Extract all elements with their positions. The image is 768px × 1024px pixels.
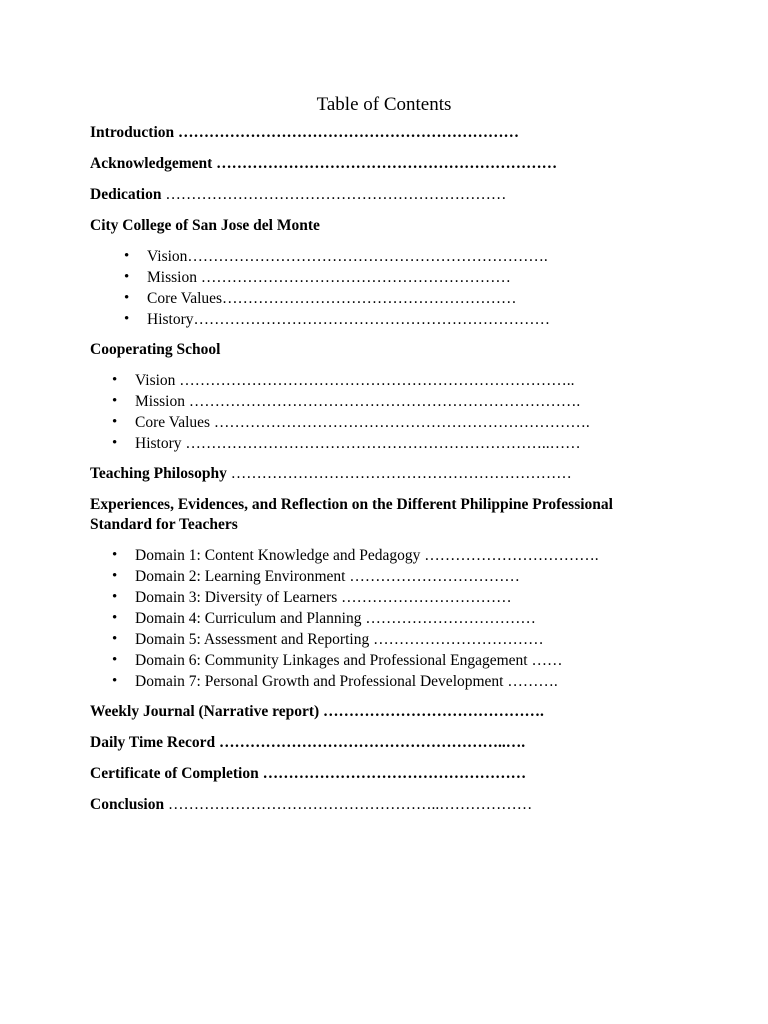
list-item: • Domain 7: Personal Growth and Professional Development ………. bbox=[112, 673, 558, 690]
list-item: • Mission …………………………………………………………………. bbox=[112, 393, 581, 410]
toc-leader: ………………………………………………………… bbox=[161, 186, 507, 203]
bullet-icon: • bbox=[112, 568, 118, 584]
toc-leader: …………………………………………… bbox=[258, 765, 527, 782]
toc-entry-teaching-philosophy bbox=[90, 464, 678, 484]
toc-label: Teaching Philosophy bbox=[90, 465, 227, 482]
bullet-icon: • bbox=[112, 610, 118, 626]
bullet-icon: • bbox=[112, 372, 118, 388]
bullet-icon: • bbox=[112, 435, 118, 451]
toc-label: Dedication bbox=[90, 186, 162, 203]
toc-label: Conclusion bbox=[90, 796, 165, 813]
toc-leader: ……………………………………. bbox=[319, 703, 544, 720]
bullet-icon: • bbox=[112, 631, 118, 647]
bullet-icon: • bbox=[112, 547, 118, 563]
toc-entry-acknowledgement bbox=[90, 154, 678, 174]
list-item: • Core Values………………………………………………… bbox=[124, 290, 517, 307]
bullet-icon: • bbox=[124, 311, 130, 327]
list-item: • History…………………………………………………………… bbox=[124, 311, 550, 328]
list-item: • Domain 1: Content Knowledge and Pedagogy ……………………………. bbox=[112, 547, 599, 564]
bullet-icon: • bbox=[124, 290, 130, 306]
list-item: • Domain 5: Assessment and Reporting …………………………… bbox=[112, 631, 544, 648]
toc-label: Experiences, Evidences, and Reflection on the Different Philippine Professional Standard for Teachers bbox=[90, 496, 613, 533]
toc-label: Cooperating School bbox=[90, 341, 221, 358]
bullet-icon: • bbox=[124, 269, 130, 285]
toc-sublist-cooperating-school bbox=[90, 370, 678, 454]
toc-leader: ………………………………………………………… bbox=[226, 465, 572, 482]
list-item: • Vision……………………………………………………………. bbox=[124, 248, 548, 265]
bullet-icon: • bbox=[112, 393, 118, 409]
toc-entry-weekly-journal bbox=[90, 702, 678, 722]
list-item: • Domain 2: Learning Environment …………………………… bbox=[112, 568, 520, 585]
toc-entry-introduction bbox=[90, 123, 678, 143]
toc-leader: ………………………………………………..…. bbox=[215, 734, 526, 751]
bullet-icon: • bbox=[112, 673, 118, 689]
list-item: • History ……………………………………………………………..…… bbox=[112, 435, 581, 452]
toc-leader: ……………………………………………..……………… bbox=[164, 796, 533, 813]
toc-label: Weekly Journal (Narrative report) bbox=[90, 703, 320, 720]
list-item: • Domain 6: Community Linkages and Professional Engagement …… bbox=[112, 652, 563, 669]
toc-label: Certificate of Completion bbox=[90, 765, 259, 782]
bullet-icon: • bbox=[112, 414, 118, 430]
list-item: • Mission …………………………………………………… bbox=[124, 269, 511, 286]
toc-entry-experiences bbox=[90, 495, 660, 535]
bullet-icon: • bbox=[124, 248, 130, 264]
toc-sublist-city-college bbox=[90, 246, 678, 330]
list-item: • Core Values ………………………………………………………………. bbox=[112, 414, 590, 431]
toc-label: Daily Time Record bbox=[90, 734, 216, 751]
toc-entry-cooperating-school bbox=[90, 340, 678, 360]
toc-sublist-domains bbox=[90, 545, 678, 692]
toc-leader: ………………………………………………………… bbox=[212, 155, 558, 172]
toc-leader: ………………………………………………………… bbox=[174, 124, 519, 141]
list-item: • Domain 4: Curriculum and Planning …………………………… bbox=[112, 610, 536, 627]
bullet-icon: • bbox=[112, 589, 118, 605]
bullet-icon: • bbox=[112, 652, 118, 668]
toc-entry-conclusion bbox=[90, 795, 678, 815]
toc-entry-certificate bbox=[90, 764, 678, 784]
toc-entry-dedication bbox=[90, 185, 678, 205]
toc-entry-city-college bbox=[90, 216, 678, 236]
page-title: Table of Contents bbox=[316, 94, 452, 115]
list-item: • Vision ………………………………………………………………….. bbox=[112, 372, 575, 389]
toc-label: Acknowledgement bbox=[90, 155, 213, 172]
toc-entry-daily-time-record bbox=[90, 733, 678, 753]
toc-label: City College of San Jose del Monte bbox=[90, 217, 320, 234]
toc-label: Introduction bbox=[90, 124, 175, 141]
list-item: • Domain 3: Diversity of Learners …………………………… bbox=[112, 589, 512, 606]
